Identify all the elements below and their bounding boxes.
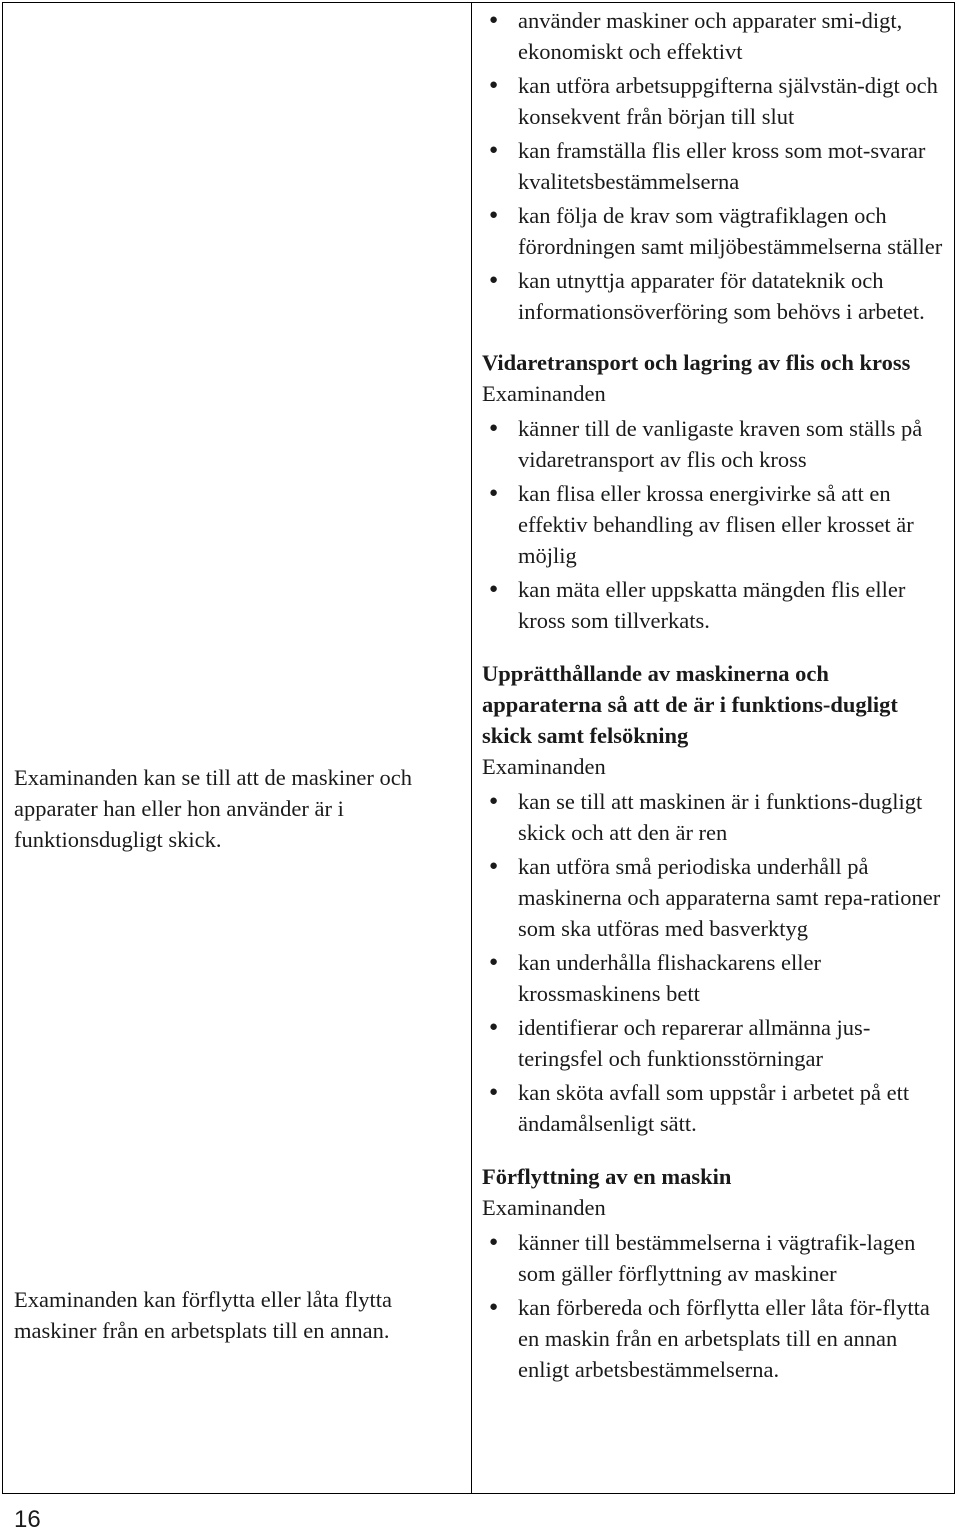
list-item: ● kan utföra arbetsuppgifterna självstän-digt och konsekvent från början till slut — [482, 70, 950, 132]
list-item: ● känner till bestämmelserna i vägtrafik-lagen som gäller förflyttning av maskiner — [482, 1227, 950, 1289]
bullet-icon: ● — [489, 954, 499, 970]
section-heading: Upprätthållande av maskinerna och apparaterna så att de är i funktions-dugligt skick samt felsökning — [482, 661, 898, 748]
bullet-icon: ● — [489, 272, 499, 288]
examinee-label: Examinanden — [482, 381, 606, 406]
bullet-icon: ● — [489, 142, 499, 158]
column-divider — [471, 2, 472, 1494]
list-item: ● kan sköta avfall som uppstår i arbetet på ett ändamålsenligt sätt. — [482, 1077, 950, 1139]
bullet-icon: ● — [489, 420, 499, 436]
section-heading: Vidaretransport och lagring av flis och kross — [482, 350, 911, 375]
left-paragraph-relocation: Examinanden kan förflytta eller låta flytta maskiner från en arbetsplats till en annan. — [14, 1287, 392, 1343]
bullet-icon: ● — [489, 581, 499, 597]
list-item: ● kan följa de krav som vägtrafiklagen och förordningen samt miljöbestämmelserna ställer — [482, 200, 950, 262]
bullet-icon: ● — [489, 485, 499, 501]
list-item: ● kan se till att maskinen är i funktions-dugligt skick och att den är ren — [482, 786, 950, 848]
list-item: ● kan flisa eller krossa energivirke så att en effektiv behandling av flisen eller krosset är möjlig — [482, 478, 950, 571]
list-item: ● kan förbereda och förflytta eller låta för-flytta en maskin från en arbetsplats till en annan enligt arbetsbestämmelserna. — [482, 1292, 950, 1385]
list-item: ● kan utföra små periodiska underhåll på maskinerna och apparaterna samt repa-rationer som ska utföras med basverktyg — [482, 851, 950, 944]
bullet-icon: ● — [489, 1234, 499, 1250]
bullet-icon: ● — [489, 207, 499, 223]
examinee-label: Examinanden — [482, 754, 606, 779]
section-heading: Förflyttning av en maskin — [482, 1164, 732, 1189]
bullet-icon: ● — [489, 1084, 499, 1100]
section-relocation — [482, 1161, 950, 1385]
list-item: ● kan utnyttja apparater för datateknik och informationsöverföring som behövs i arbetet. — [482, 265, 950, 327]
list-item: ● kan underhålla flishackarens eller krossmaskinens bett — [482, 947, 950, 1009]
page-number: 16 — [14, 1506, 41, 1533]
bullet-icon: ● — [489, 1019, 499, 1035]
list-item: ● kan framställa flis eller kross som mot-svarar kvalitetsbestämmelserna — [482, 135, 950, 197]
list-item: ● identifierar och reparerar allmänna jus-teringsfel och funktionsstörningar — [482, 1012, 950, 1074]
section-bullet-list — [482, 786, 950, 1139]
bullet-icon: ● — [489, 858, 499, 874]
list-item: ● känner till de vanligaste kraven som ställs på vidaretransport av flis och kross — [482, 413, 950, 475]
list-item: ● använder maskiner och apparater smi-digt, ekonomiskt och effektivt — [482, 5, 950, 67]
section-maintenance — [482, 658, 950, 1139]
bullet-icon: ● — [489, 1299, 499, 1315]
right-column — [482, 5, 950, 1388]
section-bullet-list — [482, 413, 950, 636]
section-transport — [482, 347, 950, 636]
section-bullet-list — [482, 1227, 950, 1385]
bullet-icon: ● — [489, 77, 499, 93]
intro-bullet-list — [482, 5, 950, 327]
left-paragraph-maintenance: Examinanden kan se till att de maskiner och apparater han eller hon använder är i funktionsdugligt skick. — [14, 765, 413, 852]
examinee-label: Examinanden — [482, 1195, 606, 1220]
bullet-icon: ● — [489, 793, 499, 809]
bullet-icon: ● — [489, 12, 499, 28]
list-item: ● kan mäta eller uppskatta mängden flis eller kross som tillverkats. — [482, 574, 950, 636]
